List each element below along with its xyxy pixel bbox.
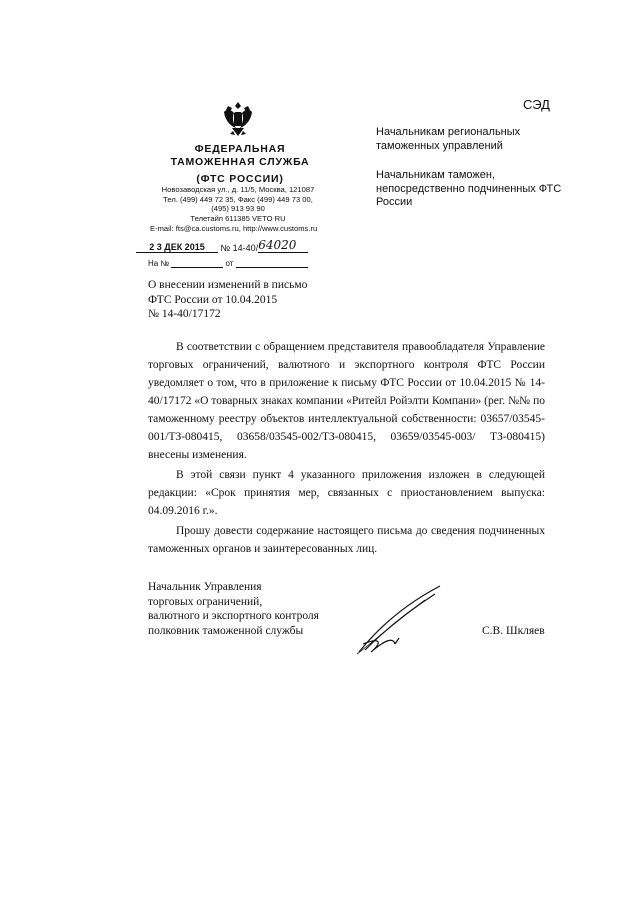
- reference-line: [148, 259, 318, 268]
- org-line-3: (ФТС РОССИИ): [196, 173, 284, 185]
- registration-number-prefix: № 14-40/: [220, 243, 259, 253]
- registration-line: [136, 238, 346, 253]
- org-line-1: ФЕДЕРАЛЬНАЯ: [194, 143, 286, 155]
- handwritten-signature: [355, 582, 445, 657]
- paragraph-1: В соответствии с обращением представителя правообладателя Управление торговых ограничений, валютного и экспортного контроля ФТС России уведомляет о том, что в приложение к письму ФТС России от 10.04.2015 № 14-40/17172 «О товарных знаках компании «Ритейл Ройэлти Компани» (рег. №№ по таможенному реестру объектов интеллектуальной собственности: 03657/03545-001/ТЗ-080415, 03658/03545-002/ТЗ-080415, 03659/03545-003/ ТЗ-080415) внесены изменения.: [148, 341, 545, 461]
- coat-of-arms-emblem: [218, 98, 258, 142]
- paragraph-2: В этой связи пункт 4 указанного приложения изложен в следующей редакции: «Срок принятия мер, связанных с приостановлением выпуска: 04.09.2016 г.».: [148, 469, 545, 517]
- signatory-title: [148, 580, 348, 638]
- signatory-title-3: валютного и экспортного контроля: [148, 610, 319, 622]
- from-label: от: [225, 259, 234, 268]
- subject-line-3: № 14-40/17172: [148, 308, 221, 320]
- recipient-1: Начальникам региональных таможенных управлений: [376, 126, 521, 152]
- on-number-blank: [171, 267, 223, 268]
- contact-block: [128, 185, 348, 223]
- signatory-title-4: полковник таможенной службы: [148, 624, 304, 637]
- signatory-title-2: торговых ограничений,: [148, 595, 263, 608]
- subject: [148, 278, 348, 322]
- recipient-2: Начальникам таможен, непосредственно подчиненных ФТС России: [376, 169, 562, 208]
- registration-number-handwritten: 64020: [258, 238, 308, 253]
- subject-line-1: О внесении изменений в письмо: [148, 279, 308, 291]
- letter-body: [148, 338, 545, 560]
- email-line: E-mail: fts@ca.customs.ru, http://www.customs.ru: [150, 224, 318, 233]
- signatory-name: С.В. Шкляев: [482, 625, 545, 637]
- registration-date: 2 3 ДЕК 2015: [136, 242, 218, 253]
- from-date-blank: [236, 267, 308, 268]
- organization-name: [140, 143, 340, 186]
- paragraph-3: Прошу довести содержание настоящего письма до сведения подчиненных таможенных органов и заинтересованных лиц.: [148, 525, 545, 555]
- signatory-title-1: Начальник Управления: [148, 581, 262, 593]
- on-number-label: На №: [148, 259, 170, 268]
- recipients: [376, 126, 576, 226]
- sed-mark: СЭД: [523, 97, 550, 112]
- teletype: Телетайп 611385 VETO RU: [190, 213, 286, 223]
- phone-2: (495) 913 93 90: [211, 204, 265, 214]
- phone: Тел. (499) 449 72 35, Факс (499) 449 73 00,: [163, 194, 313, 204]
- address: Новозаводская ул., д. 11/5, Москва, 121087: [161, 185, 315, 194]
- subject-line-2: ФТС России от 10.04.2015: [148, 293, 278, 306]
- org-line-2: ТАМОЖЕННАЯ СЛУЖБА: [170, 156, 310, 168]
